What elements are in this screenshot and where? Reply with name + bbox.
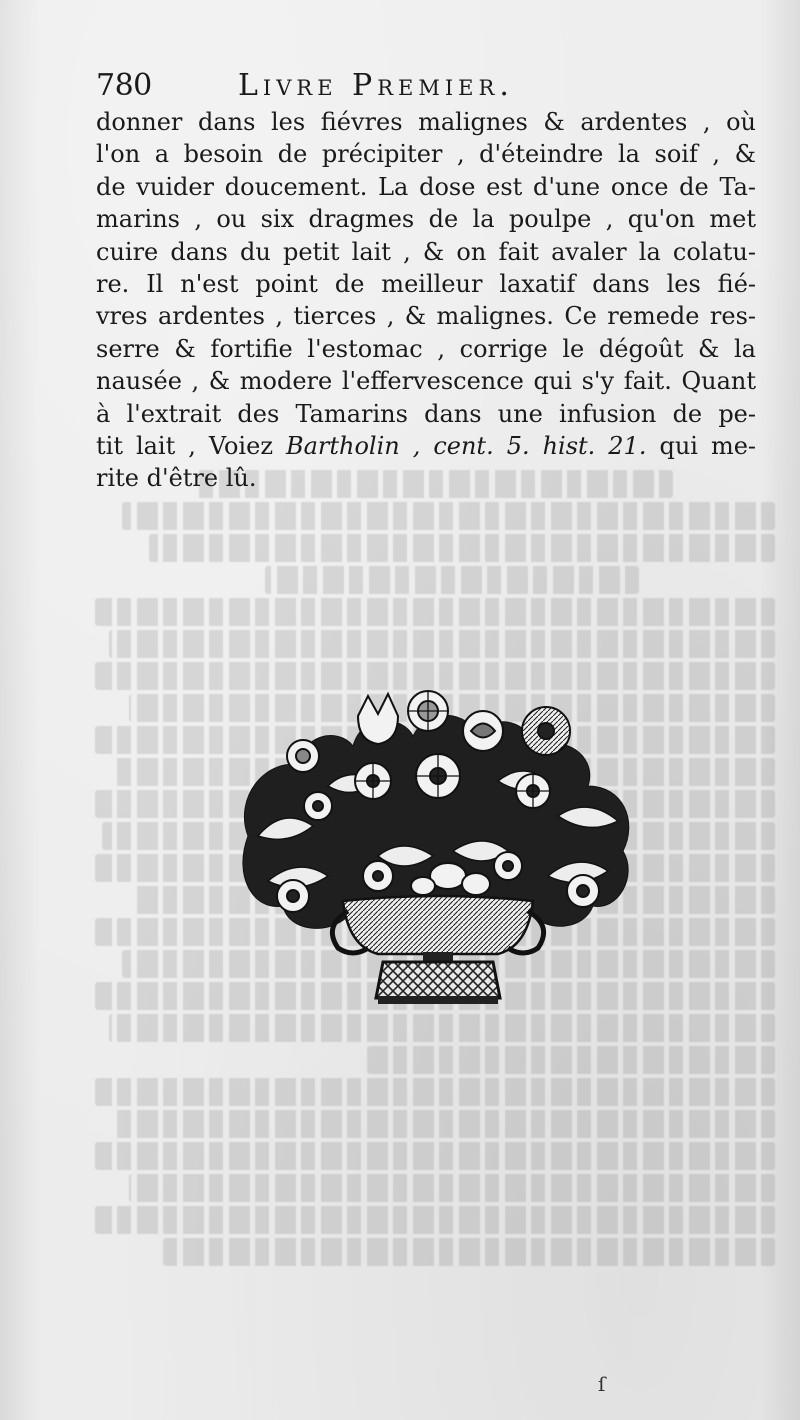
stray-mark: ſ	[598, 1372, 606, 1396]
text-line: à l'extrait des Tamarins dans une infusion de pe-	[96, 399, 756, 428]
text-line: nausée , & modere l'effervescence qui s'y fait. Quant	[96, 367, 756, 396]
page-header	[96, 68, 756, 108]
running-title: Livre Premier.	[238, 68, 514, 103]
text-line: vres ardentes , tierces , & malignes. Ce remede res-	[96, 302, 756, 331]
text-line: marins , ou six dragmes de la poulpe , qu'on met	[96, 205, 756, 234]
text-line: donner dans les fiévres malignes & ardentes , où	[96, 108, 756, 136]
citation-reference: Bartholin , cent. 5. hist. 21.	[285, 432, 647, 461]
text-segment: qui me-	[646, 432, 757, 461]
text-line: de vuider doucement. La dose est d'une once de Ta-	[96, 172, 756, 201]
text-line: l'on a besoin de précipiter , d'éteindre la soif , &	[96, 140, 756, 169]
text-line	[96, 430, 756, 462]
text-segment: tit lait , Voiez	[96, 432, 286, 461]
page-number: 780	[96, 68, 152, 103]
body-paragraph	[96, 106, 756, 495]
text-line: rite d'être lû.	[96, 464, 257, 493]
text-line: re. Il n'est point de meilleur laxatif dans les fié-	[96, 270, 756, 299]
text-line: cuire dans du petit lait , & on fait avaler la colatu-	[96, 237, 756, 266]
text-line: serre & fortifie l'estomac , corrige le dégoût & la	[96, 334, 756, 363]
flower-basket-vignette-icon	[228, 686, 648, 1008]
